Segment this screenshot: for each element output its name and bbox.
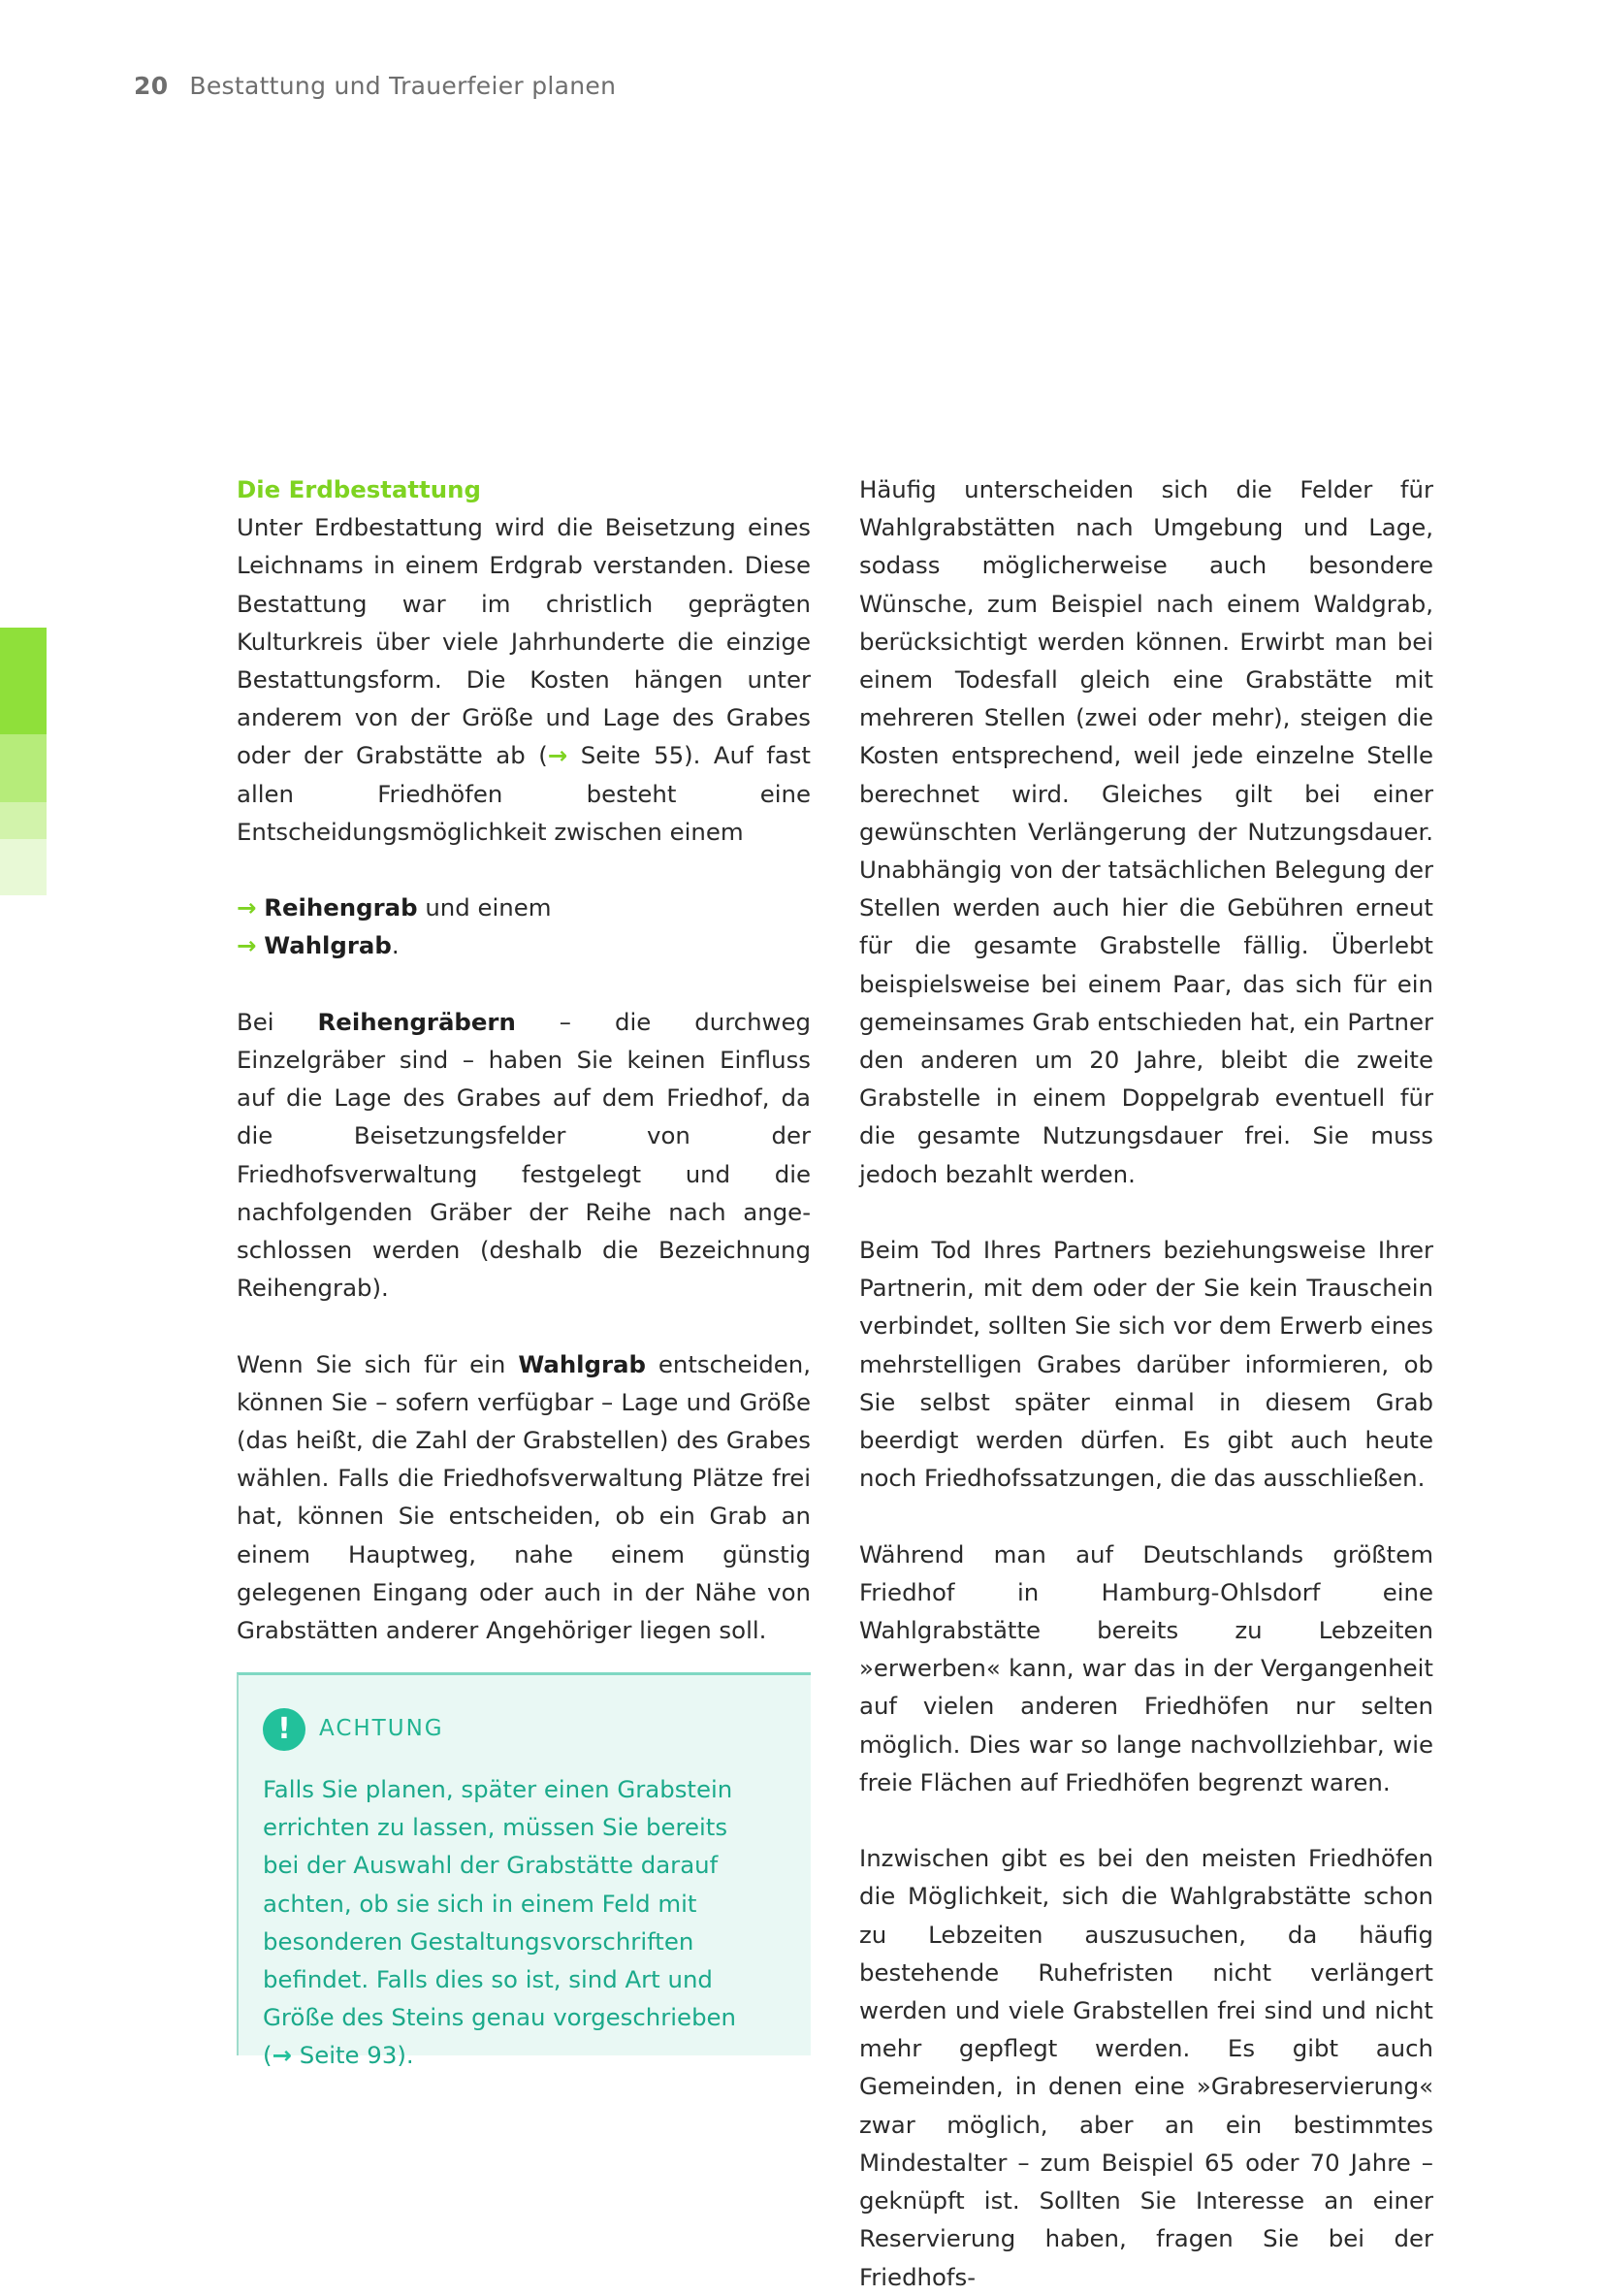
- thumb-tab-4: [0, 839, 47, 895]
- warning-text: Falls Sie planen, später einen Grabstein errichten zu lassen, müssen Sie bereits bei der Auswahl der Grabstätte darauf achten, ob sie sich in einem Feld mit besonderen Gestaltungsvorschriften befindet. Falls dies so ist, sind Art und Größe des Steins genau vorgeschrieben (→ Seite 93).: [263, 1775, 737, 2070]
- running-head: [134, 72, 616, 100]
- arrow-icon: →: [237, 931, 257, 960]
- intro-paragraph: Die Erdbestattung Unter Erdbestattung wird die Beisetzung eines Leichnams in einem Erdgrab verstanden. Diese Bestattung war im christlich geprägten Kulturkreis über viele Jahrhunderte die einzige Bestattungsform. Die Kosten hängen unter anderem von der Größe und Lage des Grabes oder der Grabstätte ab (→ Seite 55). Auf fast allen Friedhöfen besteht eine Entscheidungsmöglichkeit zwischen einem: [237, 475, 811, 846]
- list-item: → Reihengrab und einem: [237, 893, 552, 922]
- list-item: → Wahlgrab.: [237, 931, 400, 960]
- left-column: [237, 470, 811, 1649]
- reihengrab-paragraph: Bei Reihengräbern – die durchweg Einzelgräber sind – haben Sie keinen Einfluss auf die Lage des Grabes auf dem Friedhof, da die Beisetzungsfelder von der Friedhofsverwaltung festgelegt und die nachfolgenden Gräber der Reihe nach angeschlossen werden (deshalb die Bezeichnung Reihengrab).: [237, 1007, 811, 1303]
- warning-title: ACHTUNG: [319, 1716, 444, 1742]
- arrow-icon: →: [237, 893, 257, 922]
- thumb-tab-1: [0, 628, 47, 734]
- thumb-tab-2: [0, 734, 47, 802]
- right-column: [859, 470, 1433, 2296]
- paragraph: Häufig unterscheiden sich die Felder für Wahlgrabstätten nach Umgebung und Lage, sodass möglicherweise auch besondere Wünsche, zum Beispiel nach einem Waldgrab, berücksichtigt werden können. Erwirbt man bei einem Todesfall gleich eine Grabstätte mit mehreren Stellen (zwei oder mehr), steigen die Kosten entsprechend, weil jede einzelne Stelle berechnet wird. Gleiches gilt bei einer gewünschten Verlängerung der Nutzungsdauer. Unabhängig von der tatsächlichen Belegung der Stellen werden auch hier die Gebühren erneut für die gesamte Grabstelle fällig. Überlebt beispielsweise bei einem Paar, das sich für ein gemeinsames Grab entschieden hat, ein Partner den anderen um 20 Jahre, bleibt die zweite Grabstelle in einem Doppelgrab eventuell für die gesamte Nutzungsdauer frei. Sie muss jedoch bezahlt werden.: [859, 475, 1433, 1188]
- paragraph: Inzwischen gibt es bei den meisten Friedhöfen die Möglichkeit, sich die Wahlgrabstätte schon zu Lebzeiten auszusuchen, da häufig bestehende Ruhefristen nicht verlängert werden und viele Grabstellen frei sind und nicht mehr gepflegt werden. Es gibt auch Gemeinden, in denen eine »Grabreservierung« zwar möglich, aber an ein bestimmtes Mindestalter – zum Beispiel 65 oder 70 Jahre – geknüpft ist. Sollten Sie Interesse an einer Reservierung haben, fragen Sie bei der Friedhofs-: [859, 1844, 1433, 2291]
- warning-box: [237, 1672, 811, 2070]
- paragraph: Während man auf Deutschlands größtem Friedhof in Hamburg-Ohlsdorf eine Wahlgrabstätte bereits zu Lebzeiten »erwerben« kann, war das in der Vergangenheit auf vielen anderen Friedhöfen nur selten möglich. Dies war so lange nachvollziehbar, wie freie Flächen auf Friedhöfen begrenzt waren.: [859, 1539, 1433, 1796]
- section-heading: Die Erdbestattung: [237, 475, 481, 503]
- grave-type-list: [237, 889, 811, 964]
- page-number: 20: [134, 72, 169, 100]
- chapter-title: Bestattung und Trauerfeier planen: [189, 72, 617, 100]
- wahlgrab-paragraph: Wenn Sie sich für ein Wahlgrab entscheiden, können Sie – sofern verfügbar – Lage und Größe (das heißt, die Zahl der Grabstellen) des Grabes wählen. Falls die Friedhofsverwaltung Plätze frei hat, können Sie entscheiden, ob ein Grab an einem Hauptweg, nahe einem günstig gelegenen Eingang oder auch in der Nähe von Grabstätten anderer Angehöriger liegen soll.: [237, 1349, 811, 1645]
- paragraph: Beim Tod Ihres Partners beziehungsweise Ihrer Partnerin, mit dem oder der Sie kein Trauschein verbindet, sollten Sie sich vor dem Erwerb eines mehrstelligen Grabes darüber informieren, ob Sie selbst später einmal in diesem Grab beerdigt werden dürfen. Es gibt auch heute noch Friedhofssatzungen, die das ausschließen.: [859, 1236, 1433, 1493]
- thumb-tab-3: [0, 802, 47, 839]
- arrow-icon: →: [547, 741, 568, 770]
- exclamation-icon: !: [263, 1708, 305, 1751]
- arrow-icon: →: [272, 2041, 292, 2070]
